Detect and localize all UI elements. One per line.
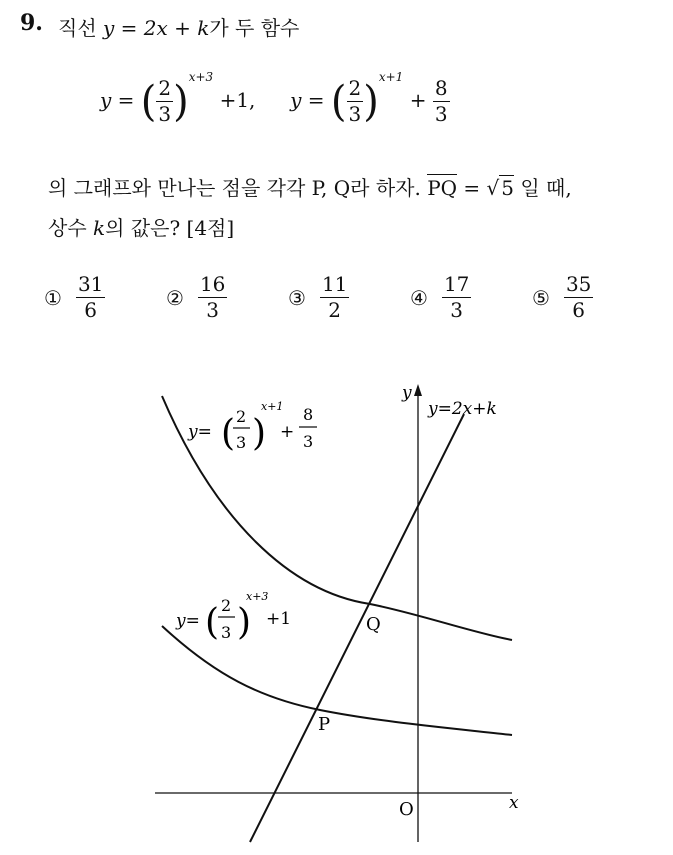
svg-text:+: + bbox=[280, 422, 295, 442]
choice-5[interactable]: ⑤ $\frac{35}{6}$ bbox=[532, 272, 592, 322]
func2-exponent: x+1 bbox=[378, 70, 404, 84]
y-axis-label: y bbox=[402, 383, 412, 403]
choice-4[interactable]: ④ $\frac{17}{3}$ bbox=[410, 272, 470, 322]
func2-base: $\frac{2}{3}$ bbox=[348, 76, 362, 126]
intro-pre: 직선 bbox=[58, 16, 97, 40]
svg-text:+1: +1 bbox=[266, 609, 292, 629]
intro-post: 가 두 함수 bbox=[209, 16, 300, 40]
svg-text:y=: y= bbox=[188, 422, 212, 442]
point-q-label: Q bbox=[366, 614, 381, 635]
svg-text:3: 3 bbox=[236, 433, 247, 452]
svg-text:(: ( bbox=[221, 413, 236, 454]
svg-text:(: ( bbox=[205, 602, 220, 643]
svg-text:x+3: x+3 bbox=[246, 590, 269, 603]
segment-pq: PQ bbox=[427, 176, 458, 200]
y-axis-arrow-icon bbox=[414, 384, 422, 396]
point-p-label: P bbox=[318, 714, 331, 735]
func2-const: $\frac{8}{3}$ bbox=[434, 76, 448, 126]
svg-text:8: 8 bbox=[303, 405, 314, 424]
problem-sentence-1: 의 그래프와 만나는 점을 각각 P, Q라 하자. PQ = √ 5 일 때, bbox=[48, 176, 572, 200]
sqrt-value: 5 bbox=[501, 176, 515, 200]
problem-sentence-2: 상수 k의 값은? [4점] bbox=[48, 216, 235, 240]
function-equations: y = ( $\frac{2}{3}$ )$^{x+3}$ +1, y = ( $\frac{2}{3}$ )$^{x+1}$ + $\frac{8}{3}$ bbox=[100, 70, 448, 126]
choice-2[interactable]: ② $\frac{16}{3}$ bbox=[166, 272, 226, 322]
svg-text:y=: y= bbox=[176, 611, 200, 631]
func1-tail: +1, bbox=[219, 88, 256, 112]
svg-text:): ) bbox=[252, 413, 267, 454]
func2-lhs: y = bbox=[290, 88, 325, 112]
choice-3[interactable]: ③ $\frac{11}{2}$ bbox=[288, 272, 348, 322]
line-label: y=2x+k bbox=[428, 399, 497, 419]
svg-text:): ) bbox=[237, 602, 252, 643]
svg-text:2: 2 bbox=[221, 596, 232, 615]
svg-text:x+1: x+1 bbox=[261, 400, 284, 413]
svg-text:3: 3 bbox=[221, 623, 232, 642]
line-equation: y = 2x + k bbox=[103, 16, 210, 40]
func1-lhs: y = bbox=[100, 88, 135, 112]
svg-text:3: 3 bbox=[303, 432, 314, 451]
choice-1[interactable]: ① $\frac{31}{6}$ bbox=[44, 272, 104, 322]
func1-exponent: x+3 bbox=[188, 70, 214, 84]
x-axis-label: x bbox=[509, 793, 519, 813]
constant-k: k bbox=[93, 216, 106, 240]
svg-text:2: 2 bbox=[236, 407, 247, 426]
func1-base: $\frac{2}{3}$ bbox=[158, 76, 172, 126]
lower-curve-label bbox=[175, 590, 291, 643]
problem-number: 9. bbox=[20, 10, 43, 36]
upper-curve-label bbox=[187, 400, 317, 454]
origin-label: O bbox=[399, 799, 414, 820]
sqrt-symbol: √ bbox=[486, 176, 500, 200]
func2-plus: + bbox=[409, 88, 427, 112]
